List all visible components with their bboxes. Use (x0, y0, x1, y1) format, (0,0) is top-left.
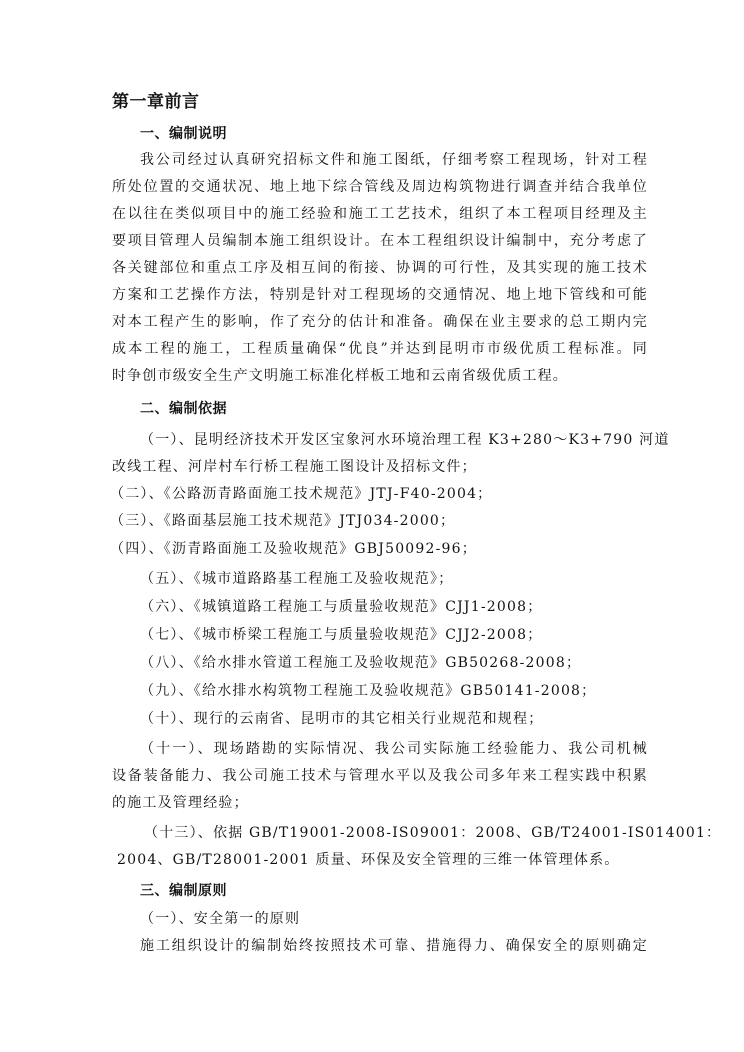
paragraph-line: 我公司经过认真研究招标文件和施工图纸，仔细考察工程现场，针对工程 (140, 152, 648, 168)
chapter-title: 第一章前言 (112, 92, 200, 112)
list-item: 设备装备能力、我公司施工技术与管理水平以及我公司多年来工程实践中积累 (112, 768, 648, 784)
paragraph-line: 成本工程的施工，工程质量确保“优良”并达到昆明市市级优质工程标准。同 (112, 341, 648, 357)
list-item: （一）、安全第一的原则 (140, 911, 301, 927)
list-item: （十一）、现场踏勘的实际情况、我公司实际施工经验能力、我公司机械 (140, 741, 648, 757)
list-item: （八）、《给水排水管道工程施工及验收规范》GB50268-2008； (140, 655, 582, 671)
list-item: （二）、《公路沥青路面施工技术规范》JTJ-F40-2004； (110, 486, 493, 502)
paragraph-line: 要项目管理人员编制本施工组织设计。在本工程组织设计编制中，充分考虑了 (112, 233, 648, 249)
list-item: （六）、《城镇道路工程施工与质量验收规范》CJJ1-2008； (140, 599, 543, 615)
list-item: （十三）、依据 GB/T19001-2008-IS09001：2008、GB/T24001-IS014001： (144, 825, 722, 841)
list-item: （四）、《沥青路面施工及验收规范》GBJ50092-96； (110, 541, 477, 557)
paragraph-line: 对本工程产生的影响，作了充分的估计和准备。确保在业主要求的总工期内完 (112, 314, 648, 330)
list-item: 改线工程、河岸村车行桥工程施工图设计及招标文件； (112, 459, 477, 475)
list-item: （五）、《城市道路路基工程施工及验收规范》； (140, 571, 454, 587)
section-heading-2: 二、编制依据 (140, 401, 227, 417)
section-heading-1: 一、编制说明 (140, 126, 227, 142)
list-item: （九）、《给水排水构筑物工程施工及验收规范》GB50141-2008； (140, 683, 597, 699)
list-item: （十）、现行的云南省、昆明市的其它相关行业规范和规程； (140, 711, 544, 727)
list-item: （一）、昆明经济技术开发区宝象河水环境治理工程 K3+280～K3+790 河道 (140, 432, 670, 448)
paragraph-line: 所处位置的交通状况、地上地下综合管线及周边构筑物进行调查并结合我单位 (112, 179, 648, 195)
list-item: 的施工及管理经验； (112, 795, 249, 811)
list-item: （三）、《路面基层施工技术规范》JTJ034-2000； (110, 513, 456, 529)
paragraph-line: 时争创市级安全生产文明施工标准化样板工地和云南省级优质工程。 (112, 368, 568, 384)
list-item: （七）、《城市桥梁工程施工与质量验收规范》CJJ2-2008； (140, 627, 543, 643)
paragraph-line: 施工组织设计的编制始终按照技术可靠、措施得力、确保安全的原则确定 (140, 938, 648, 954)
paragraph-line: 各关键部位和重点工序及相互间的衔接、协调的可行性，及其实现的施工技术 (112, 260, 648, 276)
section-heading-3: 三、编制原则 (140, 883, 227, 899)
paragraph-line: 方案和工艺操作方法，特别是针对工程现场的交通情况、地上地下管线和可能 (112, 287, 648, 303)
list-item: 2004、GB/T28001-2001 质量、环保及安全管理的三维一体管理体系。 (117, 852, 620, 868)
paragraph-line: 在以往在类似项目中的施工经验和施工工艺技术，组织了本工程项目经理及主 (112, 206, 648, 222)
